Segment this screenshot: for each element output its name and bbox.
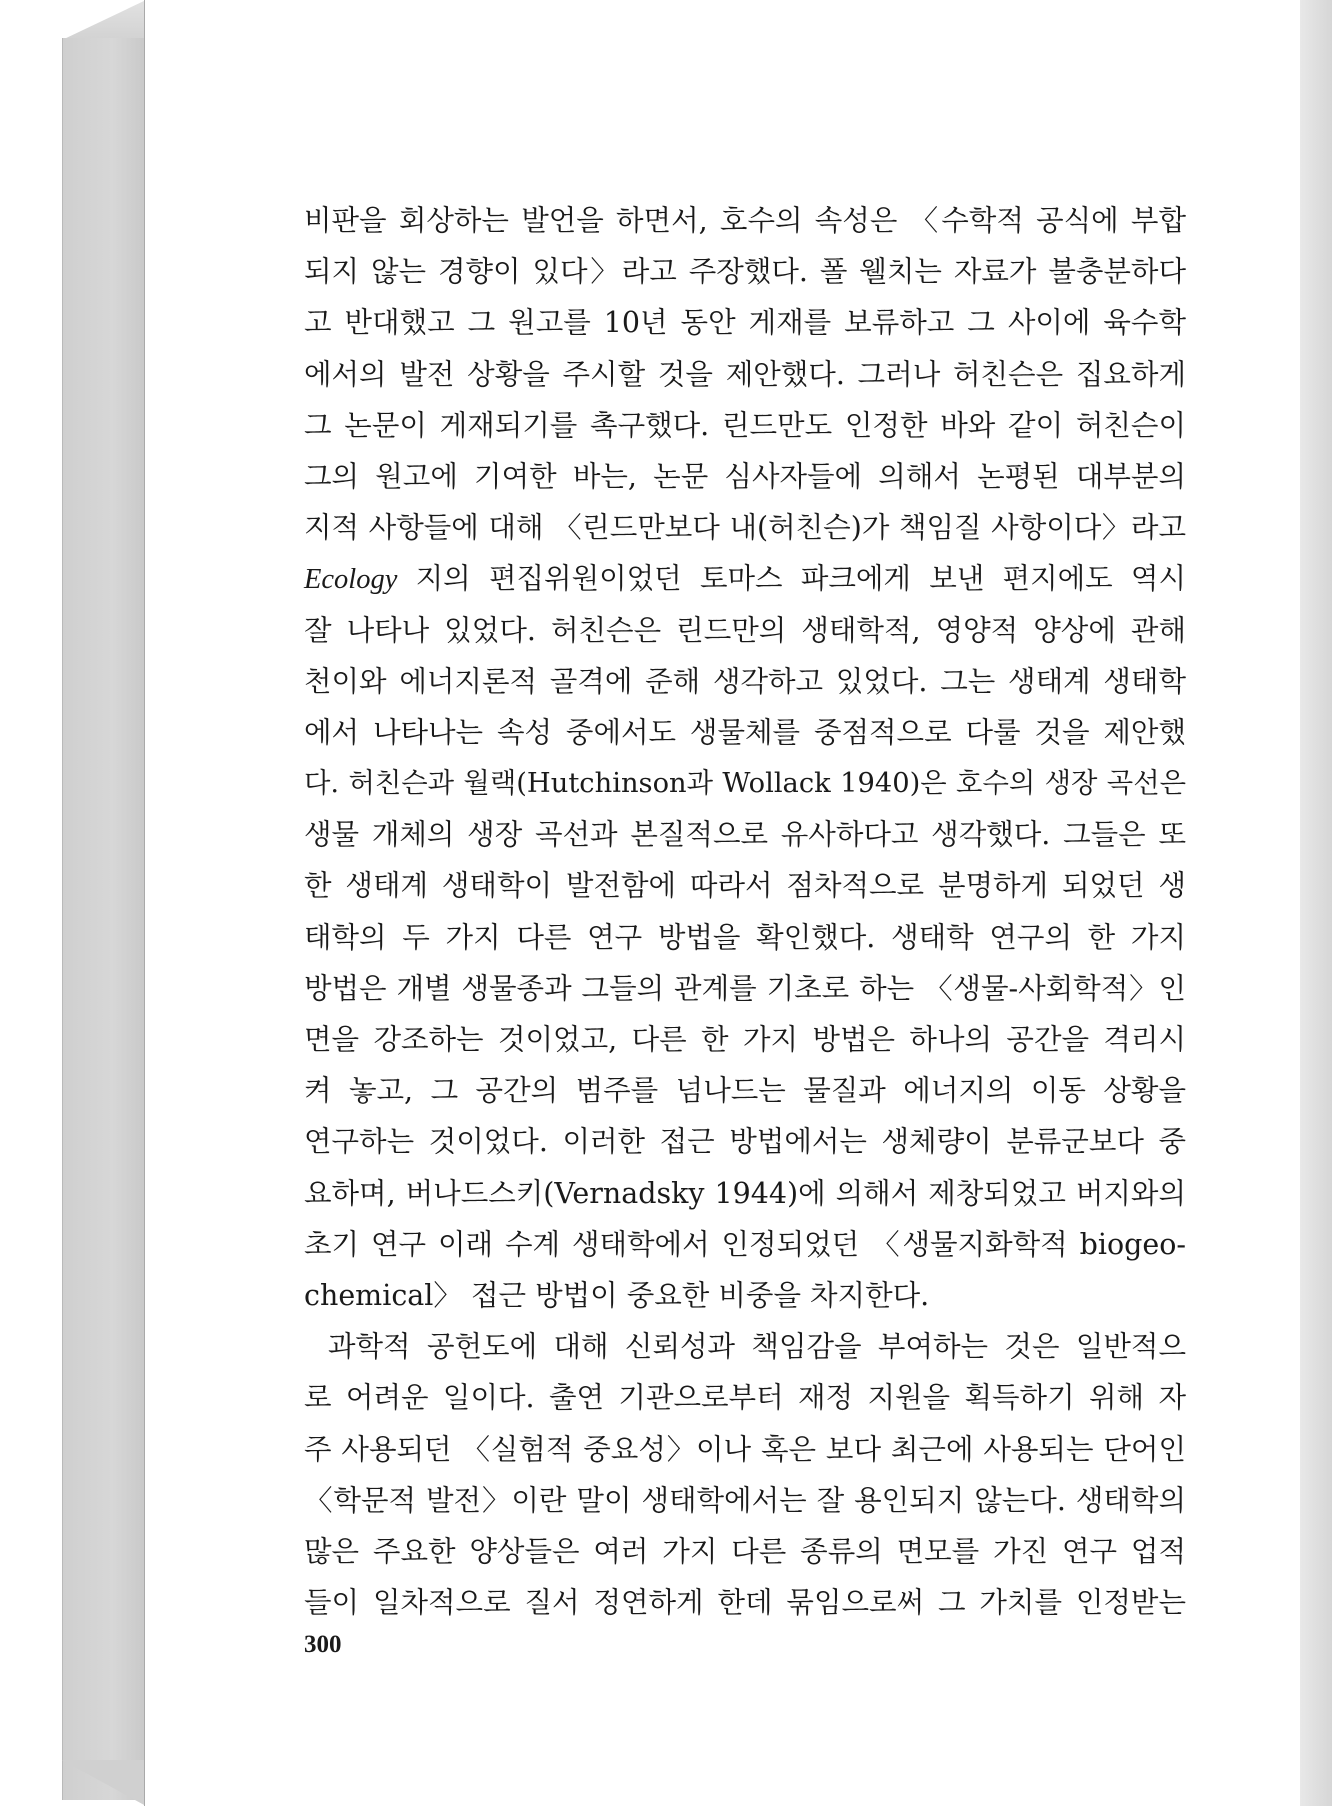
- text-line: 과학적 공헌도에 대해 신뢰성과 책임감을 부여하는 것은 일반적으: [328, 1330, 1186, 1364]
- book-edge-top: [62, 0, 146, 40]
- text-line: 들이 일차적으로 질서 정연하게 한데 묶임으로써 그 가치를 인정받는: [304, 1586, 1186, 1620]
- text-line: 그 논문이 게재되기를 촉구했다. 린드만도 인정한 바와 같이 허친슨이: [304, 408, 1186, 442]
- text-line: 면을 강조하는 것이었고, 다른 한 가지 방법은 하나의 공간을 격리시: [304, 1023, 1186, 1056]
- text-line: 다. 허친슨과 월랙(Hutchinson과 Wollack 1940)은 호수의 생장 곡선은: [304, 768, 1186, 800]
- text-line: 주 사용되던 〈실험적 중요성〉이나 혹은 보다 최근에 사용되는 단어인: [304, 1432, 1186, 1466]
- journal-name-ecology: Ecology: [304, 564, 398, 596]
- text-line-ecology: [304, 553, 1186, 604]
- text-line: 한 생태계 생태학이 발전함에 따라서 점차적으로 분명하게 되었던 생: [304, 869, 1186, 903]
- text-line: 연구하는 것이었다. 이러한 접근 방법에서는 생체량이 분류군보다 중: [304, 1125, 1186, 1159]
- text-line: 태학의 두 가지 다른 연구 방법을 확인했다. 생태학 연구의 한 가지: [304, 920, 1186, 954]
- text-line: 고 반대했고 그 원고를 10년 동안 게재를 보류하고 그 사이에 육수학: [304, 306, 1186, 340]
- text-line: 천이와 에너지론적 골격에 준해 생각하고 있었다. 그는 생태계 생태학: [304, 664, 1186, 698]
- text-line: 되지 않는 경향이 있다〉라고 주장했다. 폴 웰치는 자료가 불충분하다: [304, 255, 1186, 289]
- text-line: 초기 연구 이래 수계 생태학에서 인정되었던 〈생물지화학적 biogeo-: [304, 1227, 1186, 1261]
- page-right-shadow: [1300, 0, 1332, 1806]
- text-line: 지적 사항들에 대해 〈린드만보다 내(허친슨)가 책임질 사항이다〉라고: [304, 511, 1186, 545]
- text-line-rest: 지의 편집위원이었던 토마스 파크에게 보낸 편지에도 역시: [397, 562, 1186, 596]
- text-line: 잘 나타나 있었다. 허친슨은 린드만의 생태학적, 영양적 양상에 관해: [304, 613, 1186, 647]
- text-line: 에서의 발전 상황을 주시할 것을 제안했다. 그러나 허친슨은 집요하게: [304, 357, 1186, 391]
- text-line: 켜 놓고, 그 공간의 범주를 넘나드는 물질과 에너지의 이동 상황을: [304, 1074, 1186, 1108]
- text-line: 방법은 개별 생물종과 그들의 관계를 기초로 하는 〈생물-사회학적〉인: [304, 971, 1186, 1005]
- book-page-stack-edge: [62, 38, 145, 1800]
- text-line: 많은 주요한 양상들은 여러 가지 다른 종류의 면모를 가진 연구 업적: [304, 1534, 1186, 1568]
- text-line: 그의 원고에 기여한 바는, 논문 심사자들에 의해서 논평된 대부분의: [304, 459, 1186, 493]
- text-line: chemical〉 접근 방법이 중요한 비중을 차지한다.: [304, 1278, 930, 1312]
- text-line: 비판을 회상하는 발언을 하면서, 호수의 속성은 〈수학적 공식에 부합: [304, 204, 1186, 237]
- text-line: 요하며, 버나드스키(Vernadsky 1944)에 의해서 제창되었고 버지와의: [304, 1176, 1186, 1210]
- page-number: 300: [304, 1631, 342, 1658]
- text-line: 〈학문적 발전〉이란 말이 생태학에서는 잘 용인되지 않는다. 생태학의: [304, 1483, 1186, 1517]
- body-text: [304, 195, 1186, 1628]
- text-line: 생물 개체의 생장 곡선과 본질적으로 유사하다고 생각했다. 그들은 또: [304, 818, 1186, 852]
- text-line: 에서 나타나는 속성 중에서도 생물체를 중점적으로 다룰 것을 제안했: [304, 715, 1186, 749]
- text-line: 로 어려운 일이다. 출연 기관으로부터 재정 지원을 획득하기 위해 자: [304, 1381, 1186, 1415]
